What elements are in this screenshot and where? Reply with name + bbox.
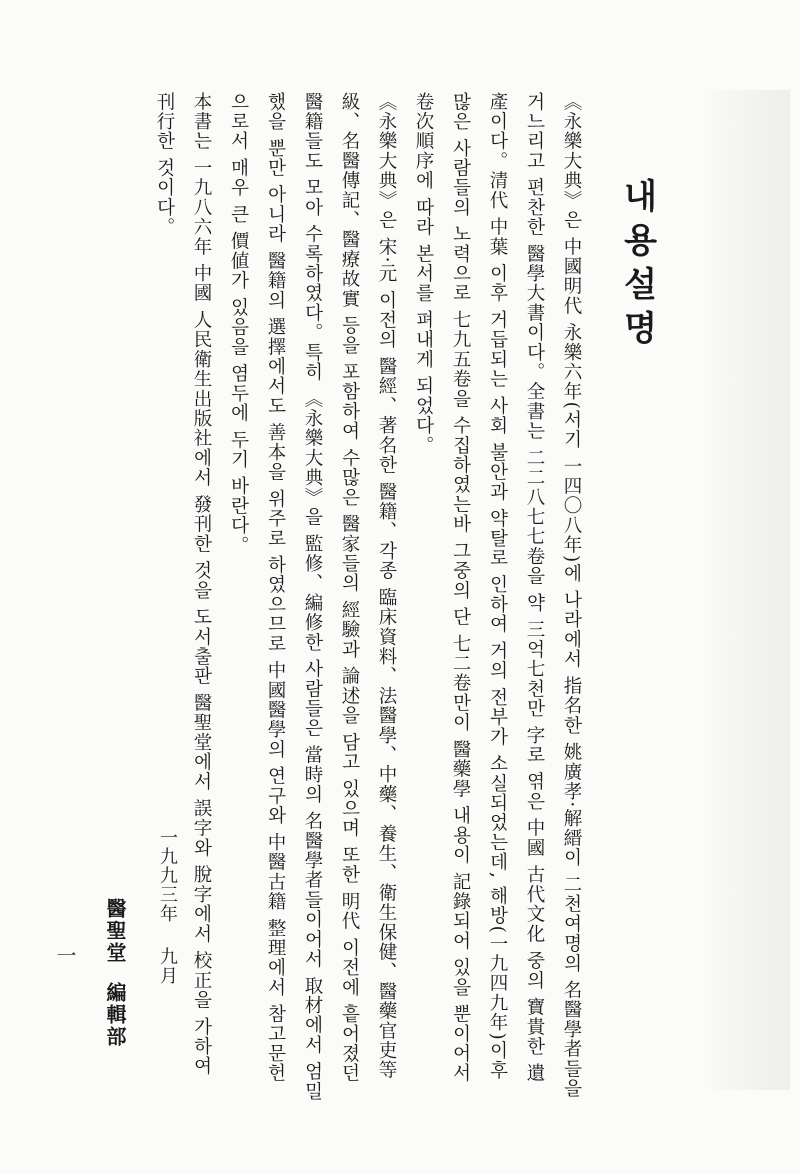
body-text <box>146 92 590 1102</box>
bleed-through-shadow <box>700 90 790 1090</box>
date-year: 一九九三年 <box>157 828 178 923</box>
publisher-name: 醫聖堂 <box>103 898 127 964</box>
page-number: 一 <box>53 945 77 965</box>
paragraph-2: 《永樂大典》은 宋·元 이전의 醫經、著名한 醫籍、각종 臨床資料、法醫學、中藥、養生、衛生保健、醫藥官吏等級、名醫傳記、醫療故實 등을 포함하여 수많은 醫家들의 經驗과 論述을 담고 있으며 또한 明代 이전에 흩어졌던 醫籍들도 모아 수록하였다。특히 《永樂大典》을 監修、編修한 사람들은 當時의 名醫學者들이어서 取材에서 엄밀했을 뿐만 아니라 醫籍의 選擇에서도 善本을 위주로 하였으므로 中國醫學의 연구와 中醫古籍 整理에서 참고문헌으로서 매우 큰 價値가 있음을 염두에 두기 바란다。 <box>228 92 397 1102</box>
date-month: 九月 <box>157 947 178 985</box>
page-title: 내용설명 <box>617 178 657 354</box>
paragraph-1: 《永樂大典》은 中國明代 永樂六年(서기 一四〇八年)에 나라에서 指名한 姚廣孝·解縉이 二천여명의 名醫學者들을 거느리고 편찬한 醫學大書이다。全書는 二二八七七卷을 약 三억七천만 字로 엮은 中國 古代文化 중의 寶貴한 遺產이다。清代 中葉 이후 거듭되는 사회 불안과 약탈로 인하여 거의 전부가 소실되었는데, 해방(一九四九年)이후 많은 사람들의 노력으로 七九五卷을 수집하였는바 그중의 단 七二卷만이 醫藥學 내용이 記錄되어 있을 뿐이어서 卷次順序에 따라 본서를 펴내게 되었다。 <box>413 92 582 1099</box>
date-line <box>140 828 180 1088</box>
publisher-dept: 編輯部 <box>103 982 127 1048</box>
publisher-signature <box>90 898 130 1048</box>
paragraph-3: 本書는 一九八六年 中國 人民衛生出版社에서 發刊한 것을 도서출판 醫聖堂에서 誤字와 脫字에서 校正을 가하여 刊行한 것이다。 <box>154 92 212 1077</box>
